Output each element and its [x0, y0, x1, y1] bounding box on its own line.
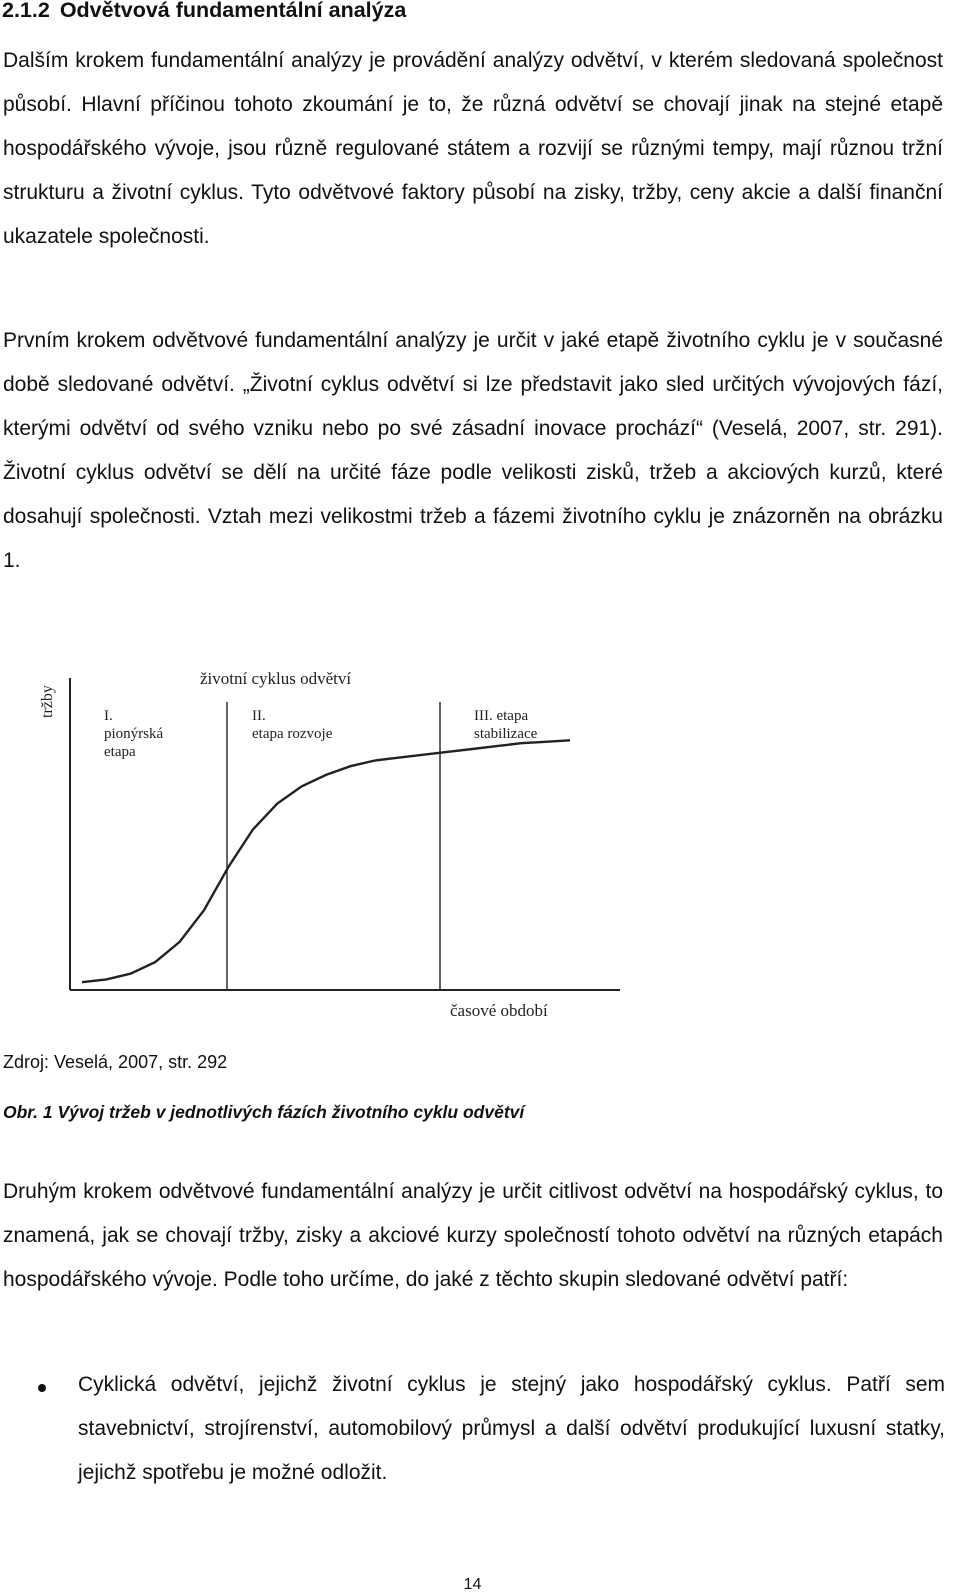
- chart-title: životní cyklus odvětví: [200, 669, 352, 688]
- phase-labels: [104, 708, 538, 760]
- paragraph-cyclicality: Druhým krokem odvětvové fundamentální analýzy je určit citlivost odvětví na hospodářský cyklus, to znamená, jak se chovají tržby, zisky a akciové kurzy společností tohoto odvětví na různých etapách hospodářského vývoje. Podle toho určíme, do jaké z těchto skupin sledované odvětví patří:: [3, 1180, 943, 1291]
- phase-label-3: [474, 708, 538, 742]
- section-number: 2.1.2: [2, 0, 50, 22]
- life-cycle-chart: [30, 660, 624, 1030]
- bullet-list: [0, 1363, 945, 1495]
- phase-label-line: III. etapa: [474, 708, 529, 724]
- phase-label-line: etapa: [104, 744, 136, 760]
- phase-label-2: [252, 708, 333, 742]
- phase-label-1: [104, 708, 164, 760]
- paragraph-life-cycle: Prvním krokem odvětvové fundamentální analýzy je určit v jaké etapě životního cyklu je v současné době sledované odvětví. „Životní cyklus odvětví si lze představit jako sled určitých vývojových fází, kterými odvětví od svého vzniku nebo po své zásadní inovace prochází“ (Veselá, 2007, str. 291). Životní cyklus odvětví se dělí na určité fáze podle velikosti zisků, tržeb a akciových kurzů, které dosahují společnosti. Vztah mezi velikostmi tržeb a fázemi životního cyklu je znázorněn na obrázku 1.: [3, 329, 943, 572]
- y-axis-label: tržby: [39, 685, 56, 718]
- section-title: Odvětvová fundamentální analýza: [59, 0, 407, 22]
- bullet-item-cyclical: [0, 1363, 945, 1495]
- phase-label-line: I.: [104, 708, 113, 724]
- bullet-text: Cyklická odvětví, jejichž životní cyklus je stejný jako hospodářský cyklus. Patří sem stavebnictví, strojírenství, automobilový průmysl a další odvětví produkující luxusní statky, jejichž spotřebu je možné odložit.: [78, 1373, 945, 1484]
- figure-source: Zdroj: Veselá, 2007, str. 292: [3, 1052, 228, 1072]
- x-axis-label: časové období: [450, 1001, 548, 1020]
- phase-label-line: stabilizace: [474, 726, 538, 742]
- paragraph-industry-analysis: Dalším krokem fundamentální analýzy je provádění analýzy odvětví, v kterém sledovaná společnost působí. Hlavní příčinou tohoto zkoumání je to, že různá odvětví se chovají jinak na stejné etapě hospodářského vývoje, jsou různě regulované státem a rozvijí se různými tempy, mají různou tržní strukturu a životní cyklus. Tyto odvětvové faktory působí na zisky, tržby, ceny akcie a další finanční ukazatele společnosti.: [3, 49, 943, 248]
- section-heading: [2, 0, 416, 23]
- life-cycle-figure: [30, 660, 624, 1030]
- phase-label-line: pionýrská: [104, 726, 164, 742]
- bullet-dot-icon: [38, 1384, 46, 1392]
- sales-curve: [82, 740, 570, 982]
- phase-label-line: etapa rozvoje: [252, 726, 333, 742]
- phase-label-line: II.: [252, 708, 266, 724]
- figure-caption: Obr. 1 Vývoj tržeb v jednotlivých fázích životního cyklu odvětví: [3, 1102, 525, 1122]
- page-number: 14: [463, 1576, 482, 1593]
